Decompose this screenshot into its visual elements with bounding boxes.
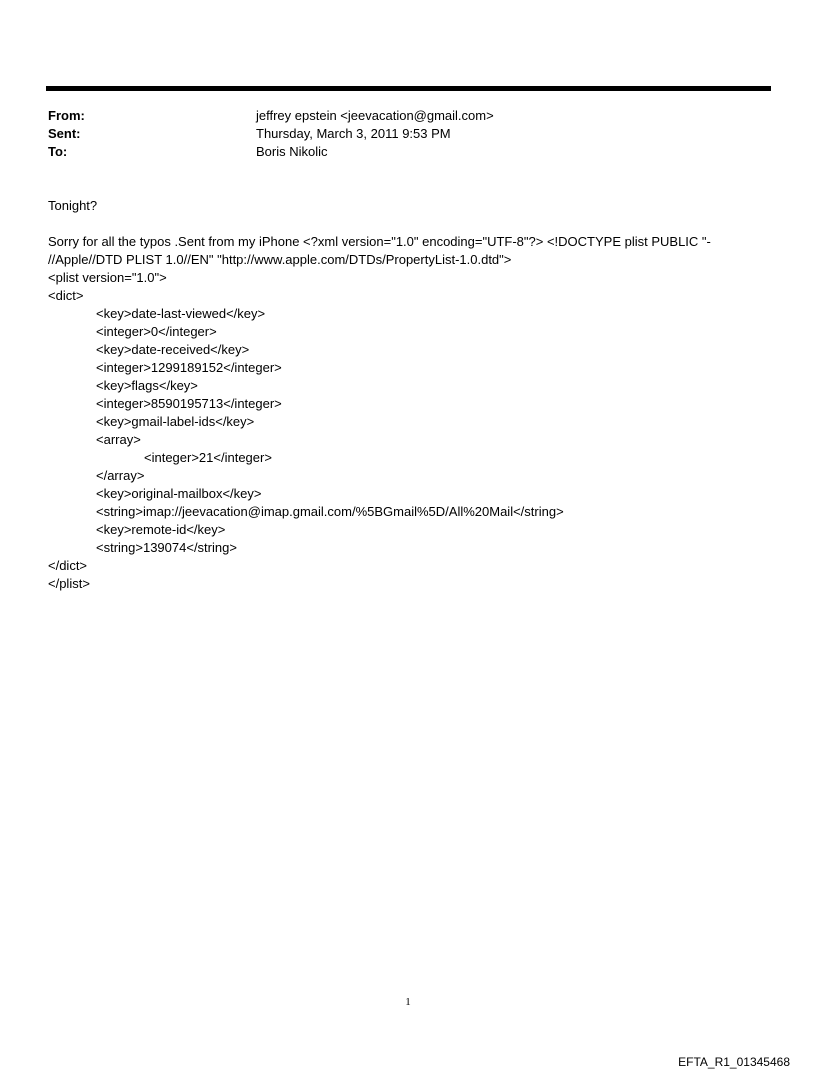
to-row [48,143,768,161]
code-line-string-mailbox: <string>imap://jeevacation@imap.gmail.com/%5BGmail%5D/All%20Mail</string> [96,504,564,519]
to-label: To: [48,144,68,159]
page-number: 1 [405,996,411,1008]
code-line-key-flags: <key>flags</key> [96,378,198,393]
document-id-stamp: EFTA_R1_01345468 [678,1055,790,1069]
code-line-integer-flags: <integer>8590195713</integer> [96,396,282,411]
code-line-dict-open: <dict> [48,288,84,303]
code-line-array-close: </array> [96,468,145,483]
sent-value: Thursday, March 3, 2011 9:53 PM [256,126,451,141]
code-line-key-date-last-viewed: <key>date-last-viewed</key> [96,306,266,321]
code-line-integer-received: <integer>1299189152</integer> [96,360,282,375]
to-value: Boris Nikolic [256,144,328,159]
greeting-line: Tonight? [48,198,98,213]
code-line-key-remote-id: <key>remote-id</key> [96,522,226,537]
code-line-integer-0: <integer>0</integer> [96,324,217,339]
body-paragraph-line-2: //Apple//DTD PLIST 1.0//EN" "http://www.apple.com/DTDs/PropertyList-1.0.dtd"> [48,252,512,267]
body-paragraph-line-1: Sorry for all the typos .Sent from my iPhone <?xml version="1.0" encoding="UTF-8"?> <!DOCTYPE plist PUBLIC "- [48,234,711,249]
code-line-plist-open: <plist version="1.0"> [48,270,167,285]
code-line-key-original-mailbox: <key>original-mailbox</key> [96,486,262,501]
from-row [48,107,768,125]
code-line-key-gmail-label-ids: <key>gmail-label-ids</key> [96,414,255,429]
code-line-string-remote-id: <string>139074</string> [96,540,237,555]
sent-label: Sent: [48,126,81,141]
code-line-dict-close: </dict> [48,558,88,573]
code-line-plist-close: </plist> [48,576,90,591]
code-line-key-date-received: <key>date-received</key> [96,342,250,357]
code-line-array-open: <array> [96,432,141,447]
code-line-integer-21: <integer>21</integer> [144,450,272,465]
sent-row [48,125,768,143]
from-label: From: [48,108,85,123]
from-value: jeffrey epstein <jeevacation@gmail.com> [256,108,494,123]
header-divider-rule [46,86,771,91]
